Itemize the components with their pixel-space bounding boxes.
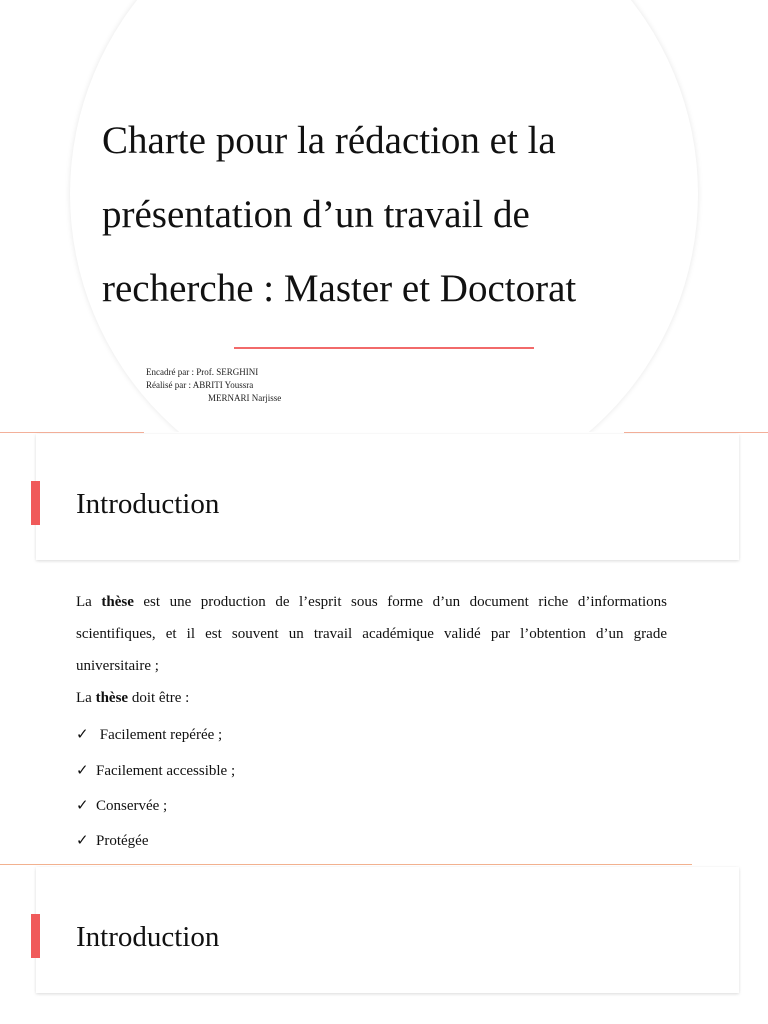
credits-block — [146, 366, 281, 405]
checkmark-icon: ✓ — [76, 763, 89, 779]
checklist-item — [76, 761, 235, 780]
section-heading: Introduction — [76, 921, 220, 953]
checklist-item — [76, 796, 167, 815]
para-bold-term: thèse — [101, 594, 134, 610]
section-accent-bar — [31, 914, 40, 958]
checklist-item-label: Facilement accessible ; — [96, 763, 236, 779]
para-text: La — [76, 594, 102, 610]
checklist-item-label: Conservée ; — [96, 798, 168, 814]
checkmark-icon: ✓ — [76, 833, 89, 849]
intro-paragraph — [76, 586, 667, 682]
checkmark-icon: ✓ — [76, 727, 89, 743]
authors-line: Réalisé par : ABRITI Youssra — [146, 380, 254, 390]
authors-line-2: MERNARI Narjisse — [208, 393, 282, 403]
checklist-item-label: Protégée — [96, 833, 149, 849]
section-accent-bar — [31, 481, 40, 525]
checklist-item — [76, 725, 222, 744]
supervisor-line: Encadré par : Prof. SERGHINI — [146, 367, 259, 377]
requirements-lead — [76, 690, 189, 707]
lead-text: doit être : — [128, 690, 190, 706]
slide-separator-left — [0, 432, 144, 433]
lead-text: La — [76, 690, 96, 706]
title-slide — [0, 0, 768, 432]
presentation-title: Charte pour la rédaction et la présentation d’un travail de recherche : Master et Doctorat — [102, 119, 577, 310]
checklist-item-label: Facilement repérée ; — [96, 727, 223, 743]
checkmark-icon: ✓ — [76, 798, 89, 814]
title-underline — [234, 347, 534, 349]
slide-separator-right — [624, 432, 768, 433]
checklist-item — [76, 831, 148, 850]
lead-bold-term: thèse — [95, 690, 129, 706]
slide-separator — [0, 864, 692, 865]
para-text: est une production de l’esprit sous forme d’un document riche d’informations scientifiques, et il est souvent un travail académique validé par l’obtention d’un grade universitaire ; — [76, 594, 667, 674]
section-heading: Introduction — [76, 488, 220, 520]
